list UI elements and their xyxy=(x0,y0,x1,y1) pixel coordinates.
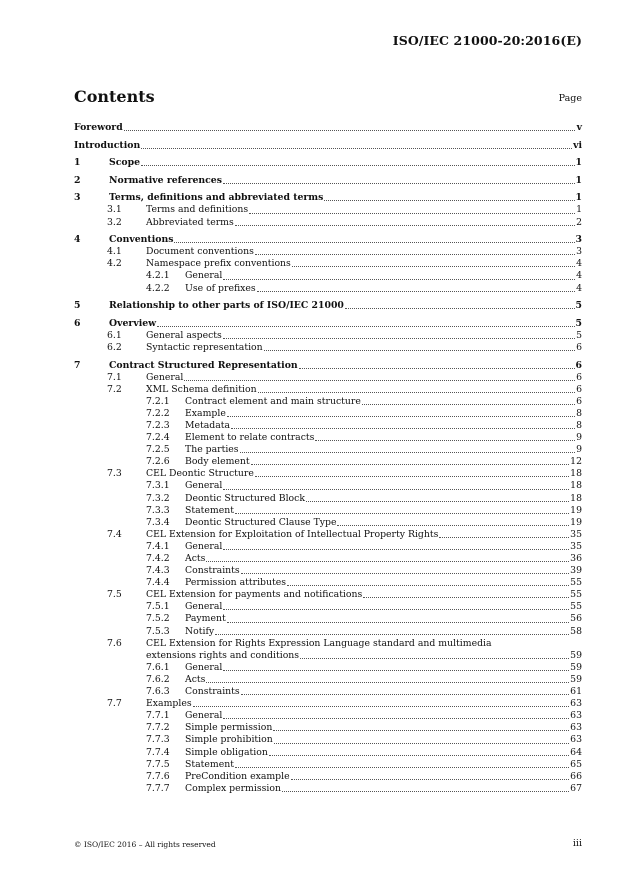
toc-entry-page: 64 xyxy=(570,746,582,758)
toc-entry-page: 6 xyxy=(575,359,582,371)
toc-entry[interactable] xyxy=(74,541,582,553)
toc-entry[interactable] xyxy=(74,432,582,444)
toc-entry-number: 7.3.3 xyxy=(146,504,170,516)
toc-entry[interactable] xyxy=(74,747,582,759)
toc-entry-page: 63 xyxy=(570,710,582,722)
toc-entry-page: vi xyxy=(573,139,582,151)
toc-entry-number: 7.4 xyxy=(107,528,122,540)
toc-entry-title: Constraints xyxy=(185,686,240,698)
toc-entry[interactable] xyxy=(74,342,582,354)
toc-entry[interactable] xyxy=(74,722,582,734)
dot-leader xyxy=(255,254,575,255)
toc-entry-page: 8 xyxy=(576,419,582,431)
toc-entry-title: Conventions xyxy=(109,234,174,246)
dot-leader xyxy=(258,392,575,393)
toc-entry-title: Simple prohibition xyxy=(185,734,273,746)
toc-entry[interactable] xyxy=(74,650,582,662)
toc-entry-title: Document conventions xyxy=(146,246,254,258)
toc-entry-page: 55 xyxy=(570,589,582,601)
toc-entry-page: 3 xyxy=(576,246,582,258)
dot-leader xyxy=(292,266,575,267)
toc-entry-title: General xyxy=(185,480,223,492)
toc-entry-number: 3.2 xyxy=(107,216,122,228)
toc-entry-title: Metadata xyxy=(185,419,231,431)
dot-leader xyxy=(206,561,569,562)
toc-entry[interactable] xyxy=(74,372,582,384)
toc-entry-title: CEL Extension for Rights Expression Language standard and multimedia xyxy=(146,637,492,649)
dot-leader xyxy=(223,670,569,671)
dot-leader xyxy=(315,440,575,441)
toc-entry[interactable] xyxy=(74,318,582,330)
toc-entry-number: 7.6 xyxy=(107,637,122,649)
dot-leader xyxy=(269,755,569,756)
toc-entry[interactable] xyxy=(74,771,582,783)
toc-entry-page: 5 xyxy=(576,329,582,341)
toc-entry[interactable] xyxy=(74,157,582,169)
toc-entry-number: 7.3.2 xyxy=(146,492,170,504)
toc-entry-number: 7.2.4 xyxy=(146,432,170,444)
toc-entry-title: XML Schema definition xyxy=(146,383,257,395)
toc-entry[interactable] xyxy=(74,493,582,505)
dot-leader xyxy=(227,622,569,623)
toc-entry[interactable] xyxy=(74,300,582,312)
toc-entry-number: 7.5.3 xyxy=(146,625,170,637)
toc-entry-number: 2 xyxy=(74,174,81,186)
toc-entry[interactable] xyxy=(74,783,582,795)
toc-entry-number: 7.6.1 xyxy=(146,661,170,673)
toc-entry-title: Permission attributes xyxy=(185,577,287,589)
dot-leader xyxy=(223,489,569,490)
dot-leader xyxy=(223,549,569,550)
toc-entry-page: 1 xyxy=(576,204,582,216)
toc-entry-page: 4 xyxy=(576,258,582,270)
dot-leader xyxy=(157,326,574,327)
toc-entry-title: Body element xyxy=(185,456,250,468)
dot-leader xyxy=(251,464,570,465)
dot-leader xyxy=(362,404,575,405)
toc-entry-title: Deontic Structured Block xyxy=(185,492,305,504)
dot-leader xyxy=(141,148,572,149)
toc-entry-number: 7.3.1 xyxy=(146,480,170,492)
toc-entry-number: 7.4.2 xyxy=(146,553,170,564)
toc-entry-number: 3 xyxy=(74,192,81,204)
dot-leader xyxy=(141,165,575,166)
dot-leader xyxy=(223,183,575,184)
toc-entry-number: 6.1 xyxy=(107,329,122,341)
toc-entry-page: 5 xyxy=(575,300,582,312)
toc-entry-title: Complex permission xyxy=(185,782,281,794)
toc-entry-page: 18 xyxy=(570,480,582,492)
toc-entry-number: 7.5.1 xyxy=(146,601,170,613)
toc-entry-title: General aspects xyxy=(146,329,222,341)
toc-entry-number: 7.6.3 xyxy=(146,686,170,698)
toc-entry-title: Use of prefixes xyxy=(185,282,256,294)
toc-entry[interactable] xyxy=(74,686,582,698)
toc-entry-number: 7.7.6 xyxy=(146,770,170,782)
dot-leader xyxy=(235,225,575,226)
toc-entry[interactable] xyxy=(74,613,582,625)
toc-entry-title: General xyxy=(185,661,223,673)
toc-entry-page: 9 xyxy=(576,432,582,444)
toc-entry[interactable] xyxy=(74,192,582,204)
toc-entry-number: 7.5 xyxy=(107,589,122,601)
dot-leader xyxy=(235,513,569,514)
toc-entry-number: 7.1 xyxy=(107,371,122,383)
toc-entry-number: 7.2.3 xyxy=(146,419,170,431)
dot-leader xyxy=(324,200,574,201)
toc-entry-number: 7.7.2 xyxy=(146,722,170,734)
toc-entry[interactable] xyxy=(74,626,582,638)
table-of-contents xyxy=(74,122,582,795)
toc-entry[interactable] xyxy=(74,283,582,295)
dot-leader xyxy=(337,525,569,526)
toc-entry-page: 59 xyxy=(570,649,582,661)
toc-entry-page: 2 xyxy=(576,216,582,228)
toc-entry[interactable] xyxy=(74,175,582,187)
toc-entry-title: Namespace prefix conventions xyxy=(146,258,291,270)
toc-entry-title: General xyxy=(185,601,223,613)
dot-leader xyxy=(264,350,575,351)
toc-entry-number: 7.4.3 xyxy=(146,565,170,577)
toc-entry-title: Contract Structured Representation xyxy=(109,359,298,371)
dot-leader xyxy=(291,779,570,780)
toc-entry-number: 7.2.2 xyxy=(146,407,170,419)
toc-entry-page: 35 xyxy=(570,528,582,540)
document-identifier: ISO/IEC 21000-20:2016(E) xyxy=(392,33,582,48)
toc-entry-page: 55 xyxy=(570,601,582,613)
toc-entry-title: General xyxy=(185,710,223,722)
toc-entry-title: Simple obligation xyxy=(185,746,268,758)
dot-leader xyxy=(240,452,575,453)
toc-entry-title: Acts xyxy=(185,673,206,685)
toc-entry-title: PreCondition example xyxy=(185,770,290,782)
toc-entry-page: 18 xyxy=(570,492,582,504)
toc-entry-page: 63 xyxy=(570,734,582,746)
toc-entry-page: 61 xyxy=(570,686,582,698)
toc-entry-number: 7.2.5 xyxy=(146,444,170,456)
toc-entry-title: Contract element and main structure xyxy=(185,395,361,407)
toc-entry-number: 7.2.6 xyxy=(146,456,170,468)
toc-entry-page: 65 xyxy=(570,758,582,770)
toc-entry-page: 4 xyxy=(576,282,582,294)
toc-entry[interactable] xyxy=(74,217,582,229)
toc-entry[interactable] xyxy=(74,529,582,541)
dot-leader xyxy=(184,380,575,381)
dot-leader xyxy=(300,658,569,659)
toc-entry-number: 7.3.4 xyxy=(146,516,170,528)
dot-leader xyxy=(223,338,575,339)
toc-entry-page: v xyxy=(576,122,582,133)
toc-entry-title: Element to relate contracts xyxy=(185,432,315,444)
toc-entry[interactable] xyxy=(74,577,582,589)
toc-entry-page: 12 xyxy=(570,456,582,468)
toc-entry[interactable] xyxy=(74,408,582,420)
toc-entry-page: 8 xyxy=(576,407,582,419)
toc-entry[interactable] xyxy=(74,589,582,601)
toc-entry-page: 9 xyxy=(576,444,582,456)
toc-entry-title: Relationship to other parts of ISO/IEC 21000 xyxy=(109,300,344,312)
dot-leader xyxy=(363,597,569,598)
toc-entry[interactable] xyxy=(74,330,582,342)
dot-leader xyxy=(345,308,575,309)
toc-entry-page: 55 xyxy=(570,577,582,589)
toc-entry-number: 7.4.4 xyxy=(146,577,170,589)
toc-entry-number: 4.2.1 xyxy=(146,270,170,282)
toc-entry[interactable] xyxy=(74,601,582,613)
toc-entry-number: 4 xyxy=(74,234,81,246)
toc-entry-page: 18 xyxy=(570,468,582,480)
toc-entry-title: General xyxy=(146,371,184,383)
toc-entry-title: Acts xyxy=(185,553,206,564)
dot-leader xyxy=(249,213,575,214)
toc-entry-number: 7.2.1 xyxy=(146,395,170,407)
toc-entry-title: Overview xyxy=(109,317,157,329)
toc-entry-page: 63 xyxy=(570,698,582,710)
toc-entry-number: 7.7.4 xyxy=(146,746,170,758)
toc-entry-page: 1 xyxy=(575,192,582,204)
dot-leader xyxy=(257,291,575,292)
toc-entry-number: 7.7.7 xyxy=(146,782,170,794)
toc-entry[interactable] xyxy=(74,384,582,396)
toc-entry-number: 7.5.2 xyxy=(146,613,170,625)
toc-entry[interactable] xyxy=(74,270,582,282)
toc-entry-number: 7.3 xyxy=(107,468,122,480)
toc-entry-page: 59 xyxy=(570,673,582,685)
toc-entry[interactable] xyxy=(74,204,582,216)
toc-entry[interactable] xyxy=(74,234,582,246)
toc-entry-number: 7.7.3 xyxy=(146,734,170,746)
toc-entry-title: Examples xyxy=(146,698,192,710)
toc-entry-title: Notify xyxy=(185,625,215,637)
toc-entry-number: 7.4.1 xyxy=(146,540,170,552)
dot-leader xyxy=(227,416,575,417)
toc-entry-page: 3 xyxy=(575,234,582,246)
toc-entry-number: 4.2.2 xyxy=(146,282,170,294)
page-number: iii xyxy=(572,838,582,849)
dot-leader xyxy=(231,428,575,429)
toc-entry-page: 35 xyxy=(570,540,582,552)
toc-entry[interactable] xyxy=(74,396,582,408)
toc-entry[interactable] xyxy=(74,140,582,152)
dot-leader xyxy=(299,368,575,369)
toc-entry-title: Terms, definitions and abbreviated terms xyxy=(109,192,324,204)
toc-entry-page: 19 xyxy=(570,516,582,528)
toc-entry-page: 39 xyxy=(570,565,582,577)
toc-entry-number: 7.2 xyxy=(107,383,122,395)
toc-entry[interactable] xyxy=(74,444,582,456)
toc-entry-title: CEL Deontic Structure xyxy=(146,468,254,480)
toc-entry-number: 7 xyxy=(74,359,81,371)
toc-entry-page: 66 xyxy=(570,770,582,782)
toc-entry-number: 7.6.2 xyxy=(146,673,170,685)
toc-entry-title: Constraints xyxy=(185,565,240,577)
toc-entry-page: 6 xyxy=(576,371,582,383)
dot-leader xyxy=(241,694,569,695)
toc-entry-title: General xyxy=(185,270,223,282)
toc-entry-title: Syntactic representation xyxy=(146,341,263,353)
toc-entry-number: 1 xyxy=(74,157,81,169)
toc-entry[interactable] xyxy=(74,759,582,771)
toc-entry[interactable] xyxy=(74,674,582,686)
toc-entry-page: 6 xyxy=(576,341,582,353)
toc-entry-page: 36 xyxy=(570,553,582,564)
toc-entry-page: 63 xyxy=(570,722,582,734)
toc-entry[interactable] xyxy=(74,258,582,270)
dot-leader xyxy=(206,682,569,683)
dot-leader xyxy=(273,730,569,731)
toc-entry-number: 4.2 xyxy=(107,258,122,270)
toc-entry-page: 1 xyxy=(575,157,582,169)
toc-entry-number: 4.1 xyxy=(107,246,122,258)
toc-entry-title: Statement xyxy=(185,758,234,770)
toc-entry-page: 19 xyxy=(570,504,582,516)
toc-entry-title: CEL Extension for payments and notifications xyxy=(146,589,363,601)
toc-entry-page: 56 xyxy=(570,613,582,625)
dot-leader xyxy=(193,706,570,707)
dot-leader xyxy=(306,501,569,502)
dot-leader xyxy=(287,585,569,586)
toc-entry-number: 7.7.5 xyxy=(146,758,170,770)
dot-leader xyxy=(439,537,569,538)
toc-entry-page: 6 xyxy=(576,395,582,407)
toc-entry[interactable] xyxy=(74,710,582,722)
toc-entry[interactable] xyxy=(74,565,582,577)
dot-leader xyxy=(282,791,569,792)
dot-leader xyxy=(235,767,569,768)
toc-entry-number: 6.2 xyxy=(107,341,122,353)
toc-entry-page: 5 xyxy=(575,317,582,329)
toc-entry-title: Terms and definitions xyxy=(146,204,249,216)
toc-entry-title: Payment xyxy=(185,613,226,625)
toc-entry-title: Example xyxy=(185,407,226,419)
contents-heading: Contents xyxy=(74,87,155,106)
toc-entry-title: Simple permission xyxy=(185,722,273,734)
toc-entry[interactable] xyxy=(74,553,582,565)
dot-leader xyxy=(255,476,569,477)
page-column-label: Page xyxy=(558,93,582,104)
toc-entry-title: Scope xyxy=(109,157,140,169)
toc-entry-title: General xyxy=(185,540,223,552)
dot-leader xyxy=(215,634,569,635)
toc-entry[interactable] xyxy=(74,468,582,480)
toc-entry[interactable] xyxy=(74,734,582,746)
toc-entry-title: Introduction xyxy=(74,139,141,151)
dot-leader xyxy=(174,242,574,243)
toc-entry[interactable] xyxy=(74,698,582,710)
dot-leader xyxy=(223,279,575,280)
toc-entry-number: 3.1 xyxy=(107,204,122,216)
toc-entry-number: 6 xyxy=(74,317,81,329)
toc-entry-title: The parties xyxy=(185,444,239,456)
toc-entry-number: 7.7 xyxy=(107,698,122,710)
toc-entry[interactable] xyxy=(74,638,582,650)
toc-entry[interactable] xyxy=(74,505,582,517)
toc-entry-number: 7.7.1 xyxy=(146,710,170,722)
dot-leader xyxy=(241,573,569,574)
toc-entry-page: 1 xyxy=(575,174,582,186)
toc-entry-page: 4 xyxy=(576,270,582,282)
toc-entry-page: 67 xyxy=(570,782,582,794)
toc-entry-title: CEL Extension for Exploitation of Intellectual Property Rights xyxy=(146,528,439,540)
toc-entry-title: extensions rights and conditions xyxy=(146,649,300,661)
toc-entry[interactable] xyxy=(74,420,582,432)
toc-entry[interactable] xyxy=(74,662,582,674)
toc-entry-number: 5 xyxy=(74,300,81,312)
dot-leader xyxy=(274,743,569,744)
toc-entry[interactable] xyxy=(74,246,582,258)
dot-leader xyxy=(223,718,569,719)
toc-entry[interactable] xyxy=(74,517,582,529)
copyright-notice: © ISO/IEC 2016 – All rights reserved xyxy=(74,840,216,849)
toc-entry-title: Abbreviated terms xyxy=(146,216,234,228)
toc-entry-page: 58 xyxy=(570,625,582,637)
toc-entry[interactable] xyxy=(74,360,582,372)
toc-entry-page: 6 xyxy=(576,383,582,395)
toc-entry-title: Foreword xyxy=(74,122,123,133)
toc-entry-title: Deontic Structured Clause Type xyxy=(185,516,337,528)
toc-entry-title: Normative references xyxy=(109,174,222,186)
toc-entry-title: Statement xyxy=(185,504,234,516)
dot-leader xyxy=(223,609,569,610)
toc-entry[interactable] xyxy=(74,122,582,134)
toc-entry[interactable] xyxy=(74,480,582,492)
dot-leader xyxy=(124,130,575,131)
toc-entry[interactable] xyxy=(74,456,582,468)
toc-entry-page: 59 xyxy=(570,661,582,673)
